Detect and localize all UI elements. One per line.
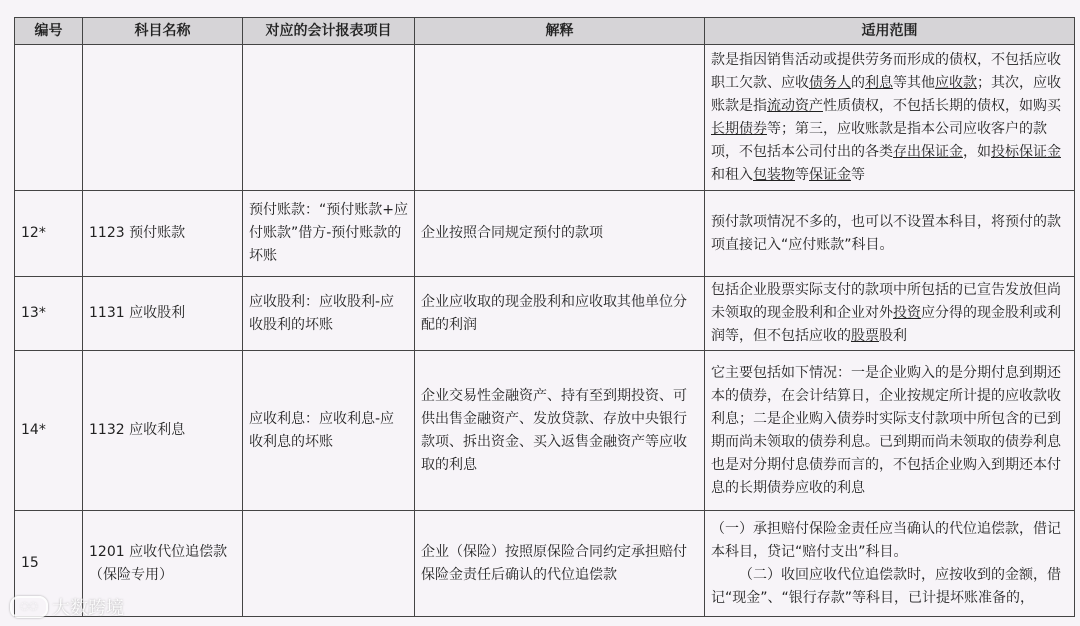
header-no: 编号 xyxy=(15,18,83,45)
accounting-table xyxy=(14,17,1075,617)
table-row xyxy=(15,45,1075,191)
cell-account-name: 1201 应收代位追偿款（保险专用） xyxy=(83,511,243,617)
cell-account-name: 1123 预付账款 xyxy=(83,191,243,277)
header-explanation: 解释 xyxy=(415,18,705,45)
cell-explanation xyxy=(415,45,705,191)
watermark xyxy=(10,594,124,620)
header-account-name: 科目名称 xyxy=(83,18,243,45)
cell-account-name: 1132 应收利息 xyxy=(83,351,243,511)
watermark-logo-icon: ◌◌ xyxy=(10,596,48,618)
header-report-item: 对应的会计报表项目 xyxy=(243,18,415,45)
cell-explanation: 企业（保险）按照原保险合同约定承担赔付保险金责任后确认的代位追偿款 xyxy=(415,511,705,617)
cell-scope: 包括企业股票实际支付的款项中所包括的已宣告发放但尚未领取的现金股利和企业对外投资应分得的现金股利或利润等，但不包括应收的股票股利 xyxy=(705,277,1075,351)
cell-report-item: 预付账款：“预付账款+应付账款”借方-预付账款的坏账 xyxy=(243,191,415,277)
cell-scope: 它主要包括如下情况：一是企业购入的是分期付息到期还本的债券，在会计结算日，企业按规定所计提的应收款收利息；二是企业购入债券时实际支付款项中所包含的已到期而尚未领取的债券利息。已到期而尚未领取的债券利息也是对分期付息债券而言的，不包括企业购入到期还本付息的长期债券应收的利息 xyxy=(705,351,1075,511)
table-row xyxy=(15,511,1075,617)
table-row xyxy=(15,277,1075,351)
cell-explanation: 企业交易性金融资产、持有至到期投资、可供出售金融资产、发放贷款、存放中央银行款项、拆出资金、买入返售金融资产等应收取的利息 xyxy=(415,351,705,511)
cell-scope xyxy=(705,511,1075,617)
scope-paragraph: （一）承担赔付保险金责任应当确认的代位追偿款，借记本科目，贷记“赔付支出”科目。 xyxy=(711,520,1061,560)
cell-report-item: 应收利息：应收利息-应收利息的坏账 xyxy=(243,351,415,511)
cell-no: 14* xyxy=(15,351,83,511)
cell-no: 15 xyxy=(15,511,83,617)
cell-report-item xyxy=(243,45,415,191)
table-row xyxy=(15,191,1075,277)
cell-explanation: 企业按照合同规定预付的款项 xyxy=(415,191,705,277)
header-scope: 适用范围 xyxy=(705,18,1075,45)
cell-no: 13* xyxy=(15,277,83,351)
cell-report-item: 应收股利：应收股利-应收股利的坏账 xyxy=(243,277,415,351)
cell-explanation: 企业应收取的现金股利和应收取其他单位分配的利润 xyxy=(415,277,705,351)
scope-paragraph: （二）收回应收代位追偿款时，应按收到的金额，借记“现金”、“银行存款”等科目，已计提坏账准备的， xyxy=(711,566,1061,606)
cell-account-name xyxy=(83,45,243,191)
table-row xyxy=(15,351,1075,511)
watermark-text: 大数跨境 xyxy=(52,598,124,619)
cell-scope: 款是指因销售活动或提供劳务而形成的债权，不包括应收职工欠款、应收债务人的利息等其他应收款；其次，应收账款是指流动资产性质债权，不包括长期的债权，如购买长期债券等；第三，应收账款是指本公司应收客户的款项，不包括本公司付出的各类存出保证金，如投标保证金和租入包装物等保证金等 xyxy=(705,45,1075,191)
cell-no xyxy=(15,45,83,191)
table-header-row xyxy=(15,18,1075,45)
cell-scope: 预付款项情况不多的，也可以不设置本科目，将预付的款项直接记入“应付账款”科目。 xyxy=(705,191,1075,277)
cell-no: 12* xyxy=(15,191,83,277)
cell-report-item xyxy=(243,511,415,617)
cell-account-name: 1131 应收股利 xyxy=(83,277,243,351)
